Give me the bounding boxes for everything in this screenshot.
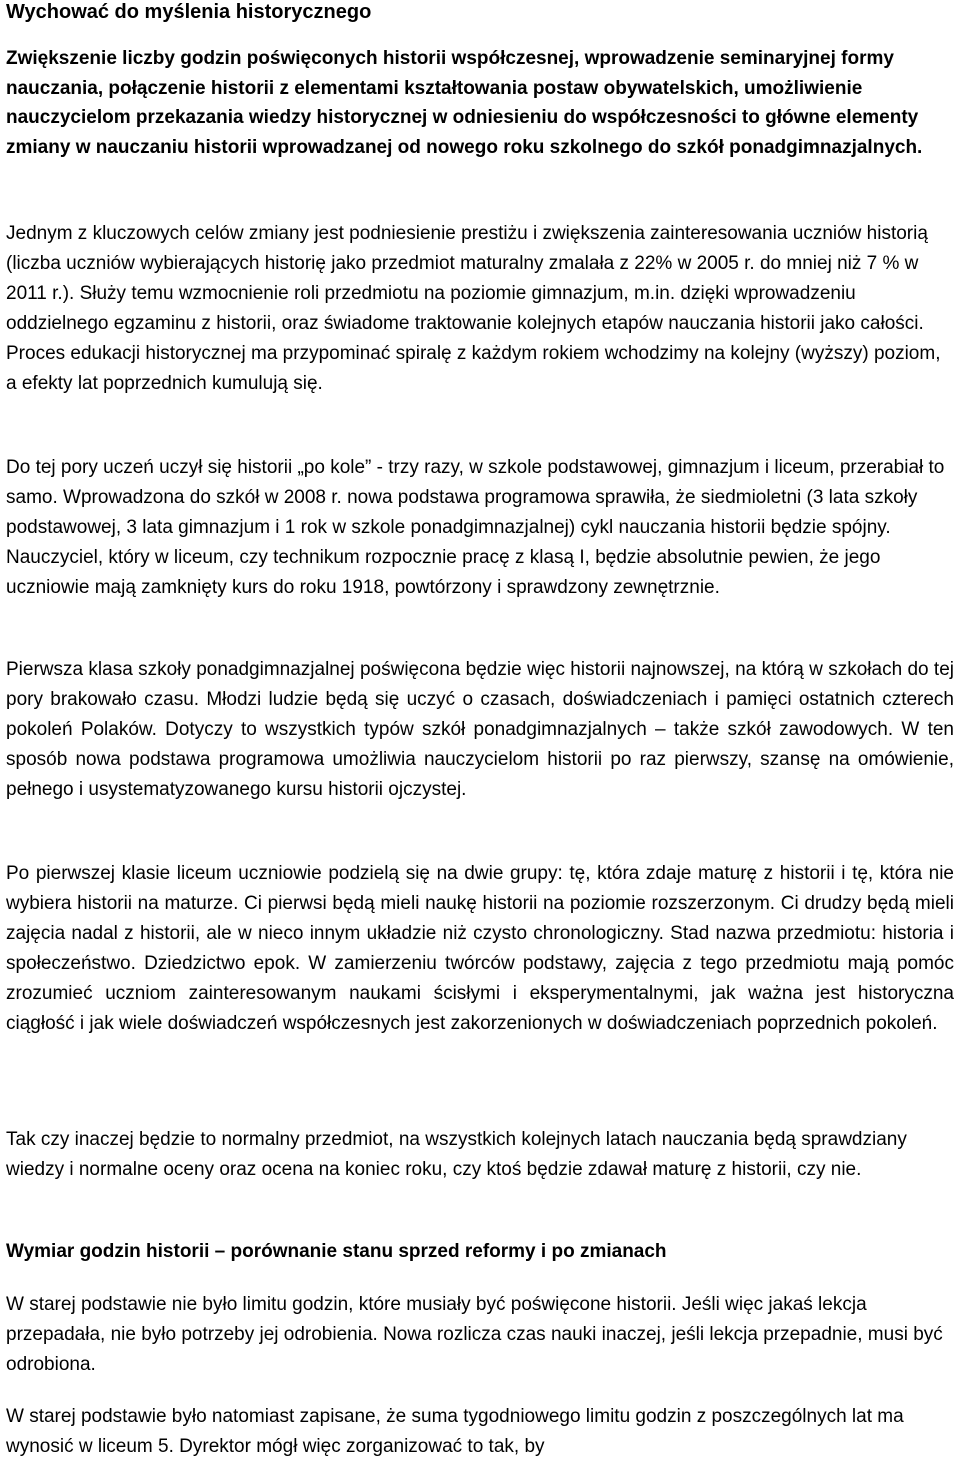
paragraph-3: Pierwsza klasa szkoły ponadgimnazjalnej poświęcona będzie więc historii najnowszej, na którą w szkołach do tej pory brakowało czasu. Młodzi ludzie będą się uczyć o czasach, doświadczeniach i pamięci ostatnich czterech pokoleń Polaków. Dotyczy to wszystkich typów szkół ponadgimnazjalnych – także szkół zawodowych. W ten sposób nowa podstawa programowa umożliwia nauczycielom historii po raz pierwszy, szansę na omówienie, pełnego i usystematyzowanego kursu historii ojczystej. — [6, 659, 954, 800]
section-paragraph-2: W starej podstawie było natomiast zapisane, że suma tygodniowego limitu godzin z poszczególnych lat ma wynosić w liceum 5. Dyrektor mógł więc zorganizować to tak, by — [6, 1406, 904, 1457]
section-paragraph-1: W starej podstawie nie było limitu godzin, które musiały być poświęcone historii. Jeśli więc jakaś lekcja przepadała, nie było potrzeby jej odrobienia. Nowa rozlicza czas nauki inaczej, jeśli lekcja przepadnie, musi być odrobiona. — [6, 1294, 943, 1375]
section-heading: Wymiar godzin historii – porównanie stanu sprzed reformy i po zmianach — [6, 1241, 667, 1262]
paragraph-2: Do tej pory uczeń uczył się historii „po kole” - trzy razy, w szkole podstawowej, gimnazjum i liceum, przerabiał to samo. Wprowadzona do szkół w 2008 r. nowa podstawa programowa sprawiła, że siedmioletni (3 lata szkoły podstawowej, 3 lata gimnazjum i 1 rok w szkole ponadgimnazjalnej) cykl nauczania historii będzie spójny. Nauczyciel, który w liceum, czy technikum rozpocznie pracę z klasą I, będzie absolutnie pewien, że jego uczniowie mają zamknięty kurs do roku 1918, powtórzony i sprawdzony zewnętrznie. — [6, 457, 945, 598]
document-page — [6, 0, 956, 1457]
lead-paragraph: Zwiększenie liczby godzin poświęconych historii współczesnej, wprowadzenie seminaryjnej formy nauczania, połączenie historii z elementami kształtowania postaw obywatelskich, umożliwienie nauczycielom przekazania wiedzy historycznej w odniesieniu do współczesności to główne elementy zmiany w nauczaniu historii wprowadzanej od nowego roku szkolnego do szkół ponadgimnazjalnych. — [6, 48, 923, 158]
paragraph-5: Tak czy inaczej będzie to normalny przedmiot, na wszystkich kolejnych latach nauczania będą sprawdziany wiedzy i normalne oceny oraz ocena na koniec roku, czy ktoś będzie zdawał maturę z historii, czy nie. — [6, 1129, 907, 1180]
document-title: Wychować do myślenia historycznego — [6, 1, 372, 23]
paragraph-1: Jednym z kluczowych celów zmiany jest podniesienie prestiżu i zwiększenia zainteresowania uczniów historią (liczba uczniów wybierających historię jako przedmiot maturalny zmalała z 22% w 2005 r. do mniej niż 7 % w 2011 r.). Służy temu wzmocnienie roli przedmiotu na poziomie gimnazjum, m.in. dzięki wprowadzeniu oddzielnego egzaminu z historii, oraz świadome traktowanie kolejnych etapów nauczania historii jako całości. Proces edukacji historycznej ma przypominać spiralę z każdym rokiem wchodzimy na kolejny (wyższy) poziom, a efekty lat poprzednich kumulują się. — [6, 223, 941, 394]
paragraph-4: Po pierwszej klasie liceum uczniowie podzielą się na dwie grupy: tę, która zdaje maturę z historii i tę, która nie wybiera historii na maturze. Ci pierwsi będą mieli naukę historii na poziomie rozszerzonym. Ci drudzy będą mieli zajęcia nadal z historii, ale w nieco innym układzie niż czysto chronologiczny. Stad nazwa przedmiotu: historia i społeczeństwo. Dziedzictwo epok. W zamierzeniu twórców podstawy, zajęcia z tego przedmiotu mają pomóc zrozumieć uczniom zainteresowanym naukami ścisłymi i eksperymentalnymi, jak ważna jest historyczna ciągłość i jak wiele doświadczeń współczesnych jest zakorzenionych w doświadczeniach poprzednich pokoleń. — [6, 863, 954, 1034]
